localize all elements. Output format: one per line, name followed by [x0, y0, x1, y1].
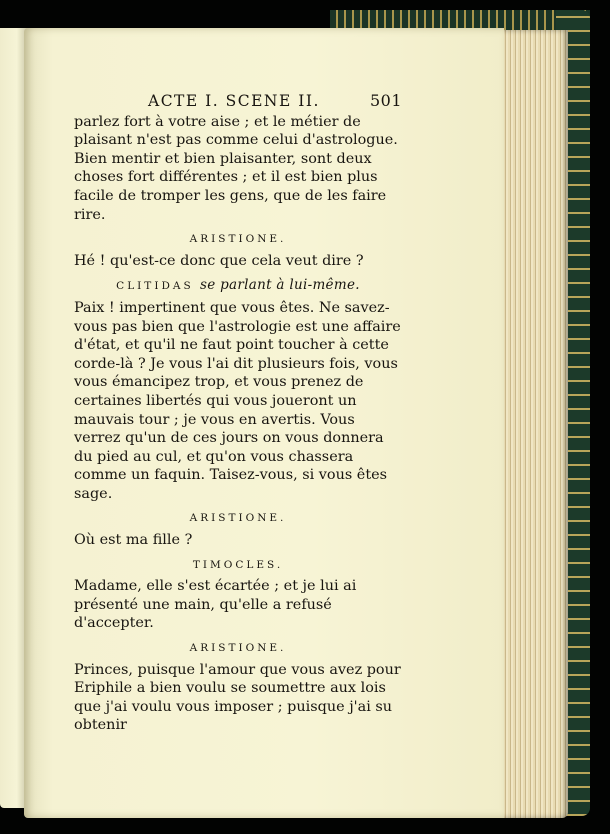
speaker-name: ARISTIONE.	[189, 642, 287, 655]
speaker-with-stage-direction	[74, 276, 402, 296]
speech-paragraph: parlez fort à votre aise ; et le métier de plaisant n'est pas comme celui d'astrologue. Bien mentir et bien plaisanter, sont deux choses fort différentes ; et il est bien plus facile de tromper les gens, que de les faire rire.	[74, 113, 398, 223]
speaker-name: ARISTIONE.	[189, 233, 287, 246]
page-block-edges	[498, 30, 568, 818]
speech-paragraph: Hé ! qu'est-ce donc que cela veut dire ?	[74, 252, 364, 269]
speaker-name: TIMOCLES.	[192, 558, 284, 571]
speech-paragraph: Princes, puisque l'amour que vous avez pour Eriphile a bien voulu se soumettre aux lois que j'ai voulu vous imposer ; puisque j'ai su obtenir	[74, 661, 401, 734]
speaker-name: ARISTIONE.	[189, 512, 287, 525]
stage-direction: se parlant à lui-même.	[200, 277, 360, 294]
speaker-name: CLITIDAS	[116, 280, 194, 293]
running-header	[74, 92, 402, 111]
page-number: 501	[369, 91, 402, 110]
speech-paragraph: Madame, elle s'est écartée ; et je lui ai présenté une main, qu'elle a refusé d'accepter.	[74, 578, 357, 632]
running-title: ACTE I. SCENE II.	[148, 92, 320, 110]
speech-paragraph: Paix ! impertinent que vous êtes. Ne savez-vous pas bien que l'astrologie est une affaire d'état, et qu'il ne faut point toucher à cette corde-là ? Je vous l'ai dit plusieurs fois, vous vous émancipez trop, et vous prenez de certaines libertés qui vous joueront un mauvais tour ; je vous en avertis. Vous verrez qu'un de ces jours on vous donnera du pied au cul, et qu'on vous chassera comme un faquin. Taisez-vous, si vous êtes sage.	[74, 299, 401, 502]
page-text	[74, 92, 402, 735]
speech-paragraph: Où est ma fille ?	[74, 532, 193, 549]
